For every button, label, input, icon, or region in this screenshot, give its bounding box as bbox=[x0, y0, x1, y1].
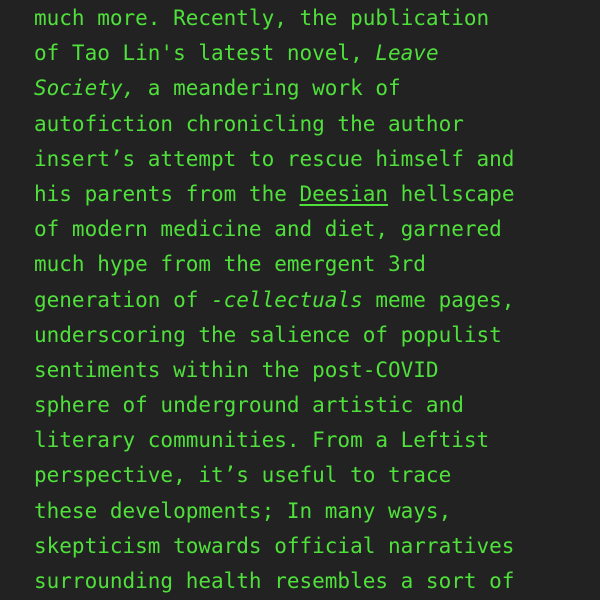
text-segment: insert’s attempt to rescue himself and bbox=[34, 146, 515, 171]
text-segment: sentiments within the post-COVID bbox=[34, 357, 439, 382]
text-line bbox=[34, 353, 594, 388]
text-segment: much more. Recently, the publication bbox=[34, 6, 490, 30]
text-segment: of Tao Lin's latest novel, bbox=[34, 41, 376, 66]
text-line bbox=[34, 142, 594, 177]
text-line bbox=[34, 71, 594, 106]
text-segment: of modern medicine and diet, garnered bbox=[34, 217, 502, 242]
text-segment: much hype from the emergent 3rd bbox=[34, 252, 426, 277]
text-segment: underscoring the salience of populist bbox=[34, 322, 502, 347]
italic-title: -cellectuals bbox=[211, 287, 363, 312]
text-line bbox=[34, 458, 594, 493]
text-line bbox=[34, 283, 594, 318]
text-line bbox=[34, 494, 594, 529]
text-line bbox=[34, 564, 594, 599]
text-segment: hellscape bbox=[388, 181, 515, 206]
text-line bbox=[34, 36, 594, 71]
text-segment: perspective, it’s useful to trace bbox=[34, 463, 452, 488]
text-line bbox=[34, 388, 594, 423]
text-line bbox=[34, 107, 594, 142]
text-line bbox=[34, 177, 594, 212]
text-segment: literary communities. From a Leftist bbox=[34, 428, 490, 453]
text-line bbox=[34, 318, 594, 353]
text-line bbox=[34, 247, 594, 282]
text-segment: surrounding health resembles a sort of bbox=[34, 569, 515, 593]
text-segment: meme pages, bbox=[362, 287, 515, 312]
italic-title: Leave bbox=[375, 41, 439, 66]
text-segment: autofiction chronicling the author bbox=[34, 111, 464, 136]
italic-title: Society, bbox=[34, 76, 136, 101]
deesian-link[interactable]: Deesian bbox=[299, 181, 389, 206]
text-segment: a meandering work of bbox=[135, 76, 401, 101]
text-line bbox=[34, 1, 594, 36]
text-segment: generation of bbox=[34, 287, 212, 312]
text-line bbox=[34, 212, 594, 247]
text-segment: skepticism towards official narratives bbox=[34, 533, 515, 558]
text-segment: his parents from the bbox=[34, 181, 300, 206]
text-line bbox=[34, 423, 594, 458]
article-text bbox=[34, 1, 594, 599]
text-segment: sphere of underground artistic and bbox=[34, 393, 464, 418]
text-segment: these developments; In many ways, bbox=[34, 498, 452, 523]
text-line bbox=[34, 529, 594, 564]
